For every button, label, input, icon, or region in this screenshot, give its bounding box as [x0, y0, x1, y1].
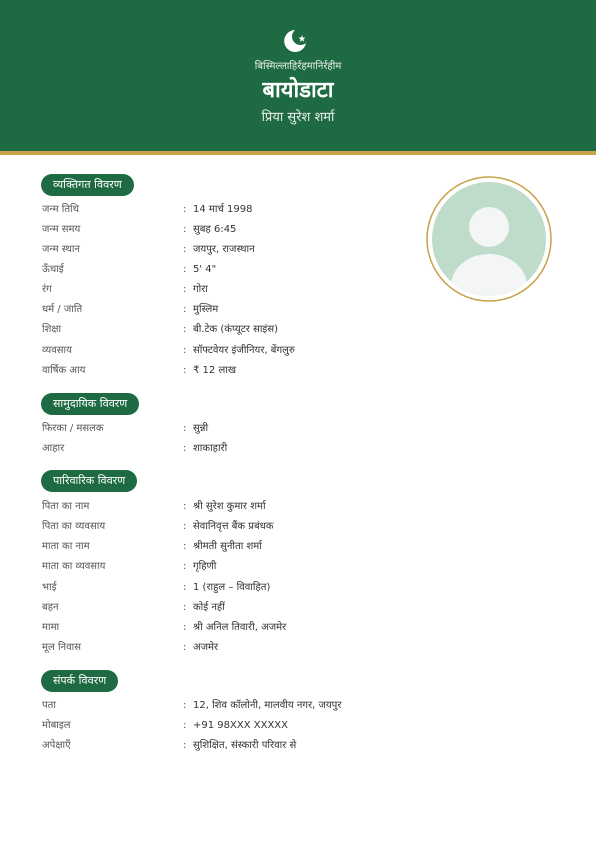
detail-label: मूल निवास [42, 642, 81, 653]
detail-row: व्यवसाय : सॉफ्टवेयर इंजीनियर, बेंगलुरु [42, 342, 402, 360]
detail-label: जन्म स्थान [42, 244, 80, 255]
detail-label: मोबाइल [42, 720, 71, 731]
detail-value: सुन्नी [193, 423, 209, 434]
detail-row: रंग : गोरा [42, 281, 402, 299]
detail-row: भाई : 1 (राहुल – विवाहित) [42, 579, 402, 597]
detail-value: 14 मार्च 1998 [193, 204, 253, 215]
detail-value: श्रीमती सुनीता शर्मा [193, 541, 262, 552]
detail-value: सुशिक्षित, संस्कारी परिवार से [193, 740, 297, 751]
avatar-placeholder-icon [426, 176, 552, 302]
detail-value: श्री सुरेश कुमार शर्मा [193, 501, 266, 512]
section-family-title: पारिवारिक विवरण [41, 470, 137, 492]
detail-row: बहन : कोई नहीं [42, 599, 402, 617]
detail-row: मामा : श्री अनिल तिवारी, अजमेर [42, 619, 402, 637]
detail-row: फिरका / मसलक : सुन्नी [42, 420, 402, 438]
section-contact-title: संपर्क विवरण [41, 670, 118, 692]
detail-label: भाई [42, 582, 57, 593]
detail-label: जन्म तिथि [42, 204, 80, 215]
detail-label: वार्षिक आय [42, 365, 86, 376]
header-banner [0, 0, 596, 155]
detail-row: पिता का नाम : श्री सुरेश कुमार शर्मा [42, 498, 402, 516]
detail-row: मूल निवास : अजमेर [42, 639, 402, 657]
detail-row: माता का नाम : श्रीमती सुनीता शर्मा [42, 538, 402, 556]
detail-row: मोबाइल : +91 98XXX XXXXX [42, 717, 402, 735]
bismillah-text: बिस्मिल्लाहिर्रहमानिर्रहीम [254, 61, 342, 72]
detail-label: माता का व्यवसाय [42, 561, 106, 572]
detail-row: जन्म समय : सुबह 6:45 [42, 221, 402, 239]
detail-row: आहार : शाकाहारी [42, 440, 402, 458]
detail-row: वार्षिक आय : ₹ 12 लाख [42, 362, 402, 380]
detail-label: मामा [42, 622, 60, 633]
detail-row: अपेक्षाएँ : सुशिक्षित, संस्कारी परिवार से [42, 737, 402, 755]
detail-value: अजमेर [193, 642, 219, 653]
detail-label: फिरका / मसलक [42, 423, 104, 434]
detail-label: जन्म समय [42, 224, 81, 235]
detail-row: धर्म / जाति : मुस्लिम [42, 301, 402, 319]
crescent-star-icon [282, 28, 308, 54]
detail-value: गृहिणी [193, 561, 217, 572]
detail-row: शिक्षा : बी.टेक (कंप्यूटर साइंस) [42, 321, 402, 339]
detail-label: ऊँचाई [42, 264, 64, 275]
detail-value: 12, शिव कॉलोनी, मालवीय नगर, जयपुर [193, 700, 342, 711]
detail-value: श्री अनिल तिवारी, अजमेर [193, 622, 287, 633]
detail-row: ऊँचाई : 5' 4" [42, 261, 402, 279]
detail-value: कोई नहीं [193, 602, 225, 613]
detail-label: शिक्षा [42, 324, 62, 335]
detail-value: गोरा [193, 284, 208, 295]
page-title: बायोडाटा [262, 78, 334, 103]
detail-label: पिता का व्यवसाय [42, 521, 106, 532]
detail-value: 5' 4" [193, 264, 217, 275]
detail-value: मुस्लिम [193, 304, 219, 315]
detail-row: पिता का व्यवसाय : सेवानिवृत्त बैंक प्रबंधक [42, 518, 402, 536]
detail-value: सॉफ्टवेयर इंजीनियर, बेंगलुरु [193, 345, 295, 356]
detail-value: +91 98XXX XXXXX [193, 720, 288, 731]
detail-row: जन्म तिथि : 14 मार्च 1998 [42, 201, 402, 219]
detail-label: अपेक्षाएँ [42, 740, 71, 751]
detail-value: 1 (राहुल – विवाहित) [193, 582, 271, 593]
detail-label: रंग [42, 284, 52, 295]
detail-value: बी.टेक (कंप्यूटर साइंस) [193, 324, 278, 335]
detail-value: जयपुर, राजस्थान [193, 244, 255, 255]
detail-row: जन्म स्थान : जयपुर, राजस्थान [42, 241, 402, 259]
detail-row: माता का व्यवसाय : गृहिणी [42, 558, 402, 576]
detail-label: व्यवसाय [42, 345, 72, 356]
detail-label: बहन [42, 602, 59, 613]
detail-value: शाकाहारी [193, 443, 228, 454]
detail-label: धर्म / जाति [42, 304, 83, 315]
candidate-name: प्रिया सुरेश शर्मा [261, 110, 335, 125]
detail-value: ₹ 12 लाख [193, 365, 236, 376]
detail-label: पता [42, 700, 56, 711]
section-personal-title: व्यक्तिगत विवरण [41, 174, 134, 196]
detail-row: पता : 12, शिव कॉलोनी, मालवीय नगर, जयपुर [42, 697, 402, 715]
detail-label: माता का नाम [42, 541, 90, 552]
section-community-title: सामुदायिक विवरण [41, 393, 139, 415]
detail-value: सुबह 6:45 [193, 224, 237, 235]
detail-value: सेवानिवृत्त बैंक प्रबंधक [193, 521, 274, 532]
detail-label: पिता का नाम [42, 501, 90, 512]
detail-label: आहार [42, 443, 65, 454]
